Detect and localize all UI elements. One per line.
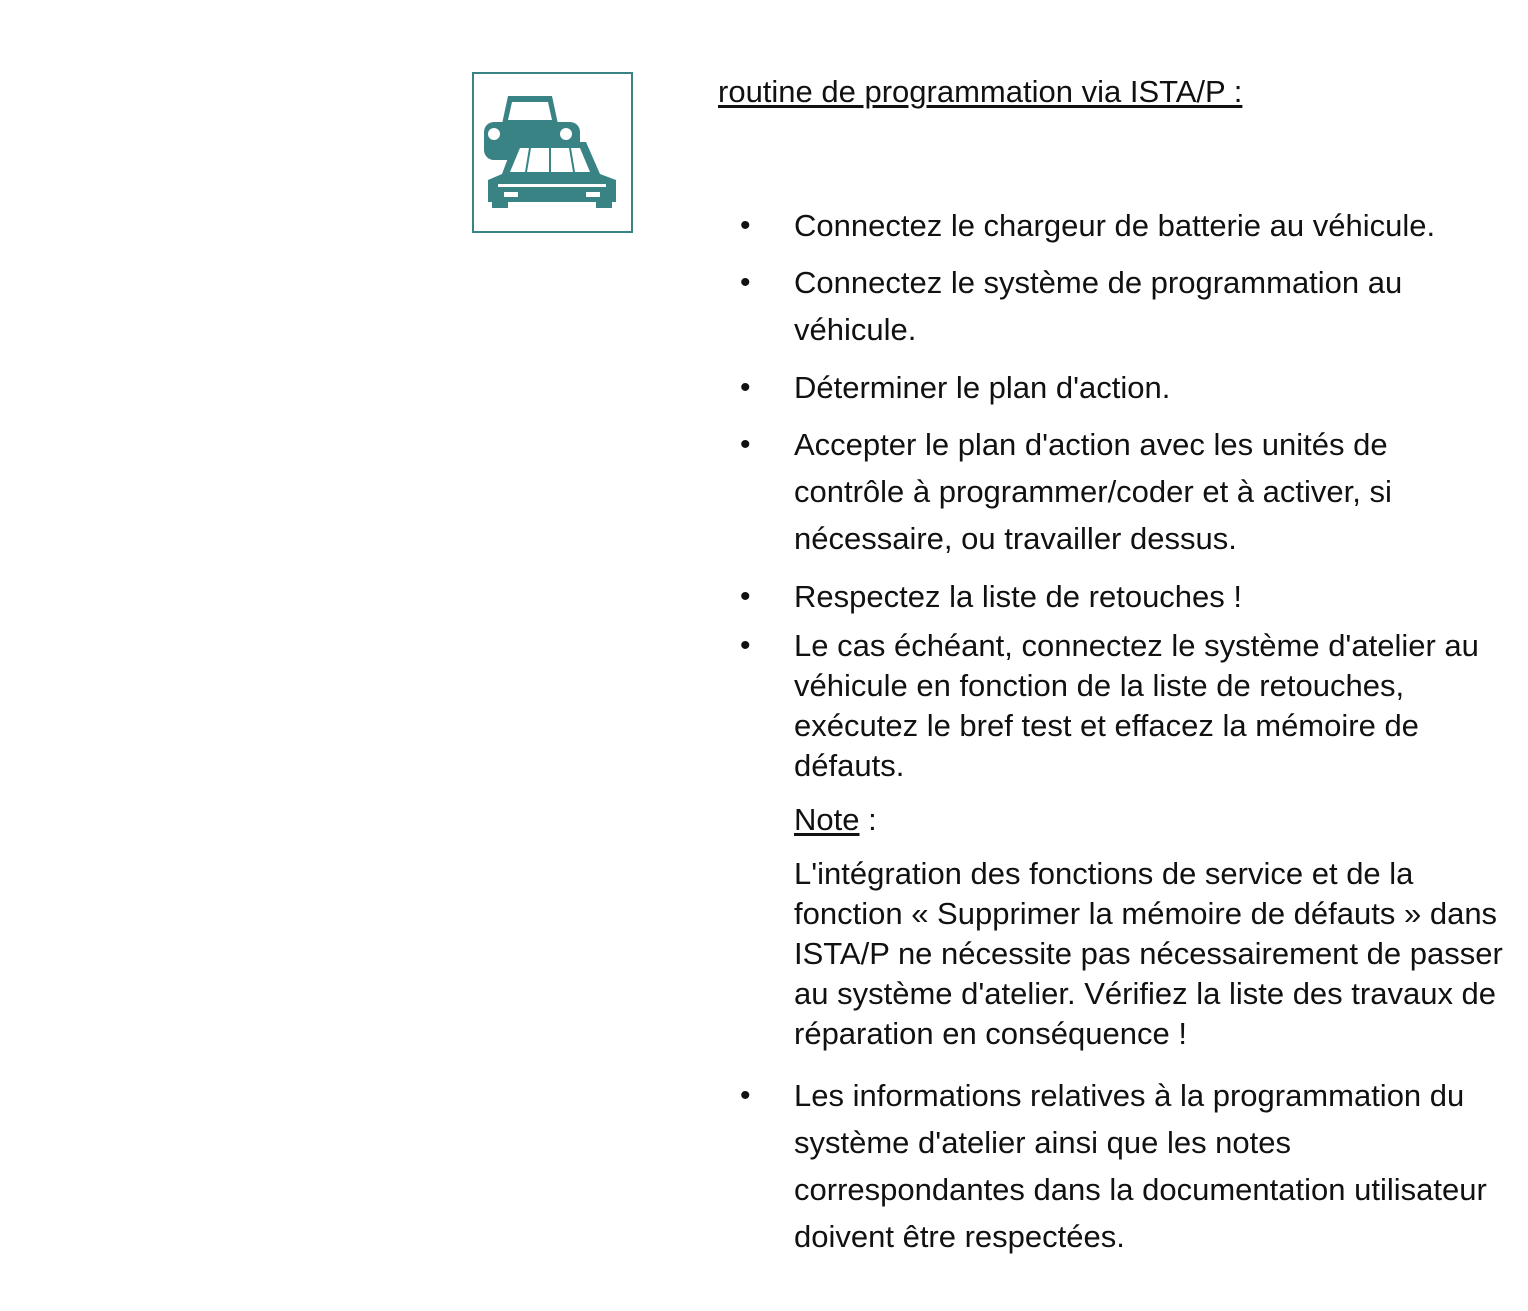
step-text: Le cas échéant, connectez le système d'atelier au véhicule en fonction de la liste de retouches, exécutez le bref test et effacez la mémoire de défauts. — [794, 628, 1479, 783]
bullet: • — [740, 428, 751, 461]
bullet: • — [740, 629, 751, 662]
bullet: • — [740, 371, 751, 404]
step-text: Accepter le plan d'action avec les unités de contrôle à programmer/coder et à activer, si nécessaire, ou travailler dessus. — [794, 427, 1392, 556]
instructions-section — [718, 72, 1518, 1254]
vehicle-programming-icon — [472, 72, 633, 233]
list-item — [740, 1072, 1514, 1260]
list-item — [740, 202, 1514, 249]
step-text: Les informations relatives à la programmation du système d'atelier ainsi que les notes correspondantes dans la documentation utilisateur doivent être respectées. — [794, 1078, 1487, 1254]
car-icon — [474, 74, 631, 231]
list-item — [740, 573, 1514, 620]
list-item — [740, 626, 1514, 1054]
bullet: • — [740, 580, 751, 613]
bullet: • — [740, 1079, 751, 1112]
bullet: • — [740, 266, 751, 299]
note-text: L'intégration des fonctions de service et de la fonction « Supprimer la mémoire de défauts » dans ISTA/P ne nécessite pas nécessairement de passer au système d'atelier. Vérifiez la liste des travaux de réparation en conséquence ! — [794, 856, 1503, 1051]
note-suffix: : — [859, 802, 877, 837]
step-text: Connectez le système de programmation au véhicule. — [794, 265, 1403, 347]
step-text: Connectez le chargeur de batterie au véhicule. — [794, 208, 1436, 243]
list-item — [740, 364, 1514, 411]
step-text: Respectez la liste de retouches ! — [794, 579, 1243, 614]
list-item — [740, 421, 1434, 562]
note-heading — [794, 800, 1514, 840]
note-label: Note — [794, 802, 860, 837]
list-item — [740, 259, 1454, 353]
section-heading: routine de programmation via ISTA/P : — [718, 74, 1243, 109]
step-text: Déterminer le plan d'action. — [794, 370, 1171, 405]
bullet: • — [740, 209, 751, 242]
